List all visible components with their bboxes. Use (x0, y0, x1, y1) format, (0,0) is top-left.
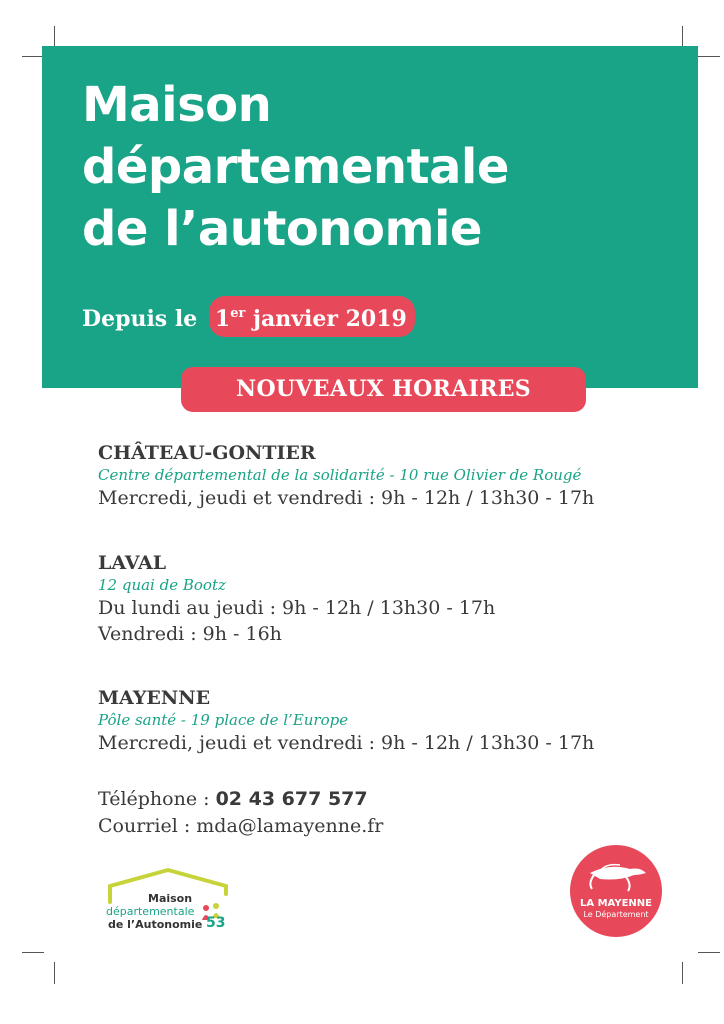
date-rest: janvier 2019 (245, 306, 407, 332)
mda-logo-line: départementale (106, 905, 195, 918)
title-line: de l’autonomie (82, 201, 482, 257)
title-line: Maison (82, 77, 272, 133)
crop-mark (682, 26, 683, 46)
la-mayenne-title: LA MAYENNE (580, 898, 652, 909)
email-line (98, 813, 383, 840)
phone-line (98, 786, 383, 813)
site-name: CHÂTEAU-GONTIER (98, 442, 316, 464)
site-name: LAVAL (98, 552, 167, 574)
crop-mark (22, 952, 44, 953)
site-chateau-gontier (98, 441, 594, 511)
mda-logo-line: Maison (148, 892, 193, 905)
crop-mark (698, 952, 720, 953)
date-highlight (209, 296, 415, 337)
since-prefix: Depuis le (82, 306, 198, 332)
site-mayenne (98, 686, 594, 756)
mda-logo-line: de l’Autonomie (108, 918, 203, 931)
crop-mark (54, 962, 55, 984)
date-suffix: er (230, 306, 246, 321)
phone-number[interactable]: 02 43 677 577 (215, 788, 368, 810)
site-address: 12 quai de Bootz (98, 576, 226, 594)
site-hours: Mercredi, jeudi et vendredi : 9h - 12h / 13h30 - 17h (98, 732, 595, 754)
title-line: départementale (82, 139, 509, 195)
phone-label: Téléphone : (98, 788, 216, 810)
horse-icon (570, 845, 662, 895)
email-label: Courriel : (98, 815, 197, 837)
contact-block (98, 786, 383, 840)
crop-mark (22, 56, 44, 57)
la-mayenne-logo (570, 845, 662, 937)
email-address[interactable]: mda@lamayenne.fr (196, 815, 384, 837)
mda-logo-number: 53 (206, 915, 226, 931)
mda-logo (108, 868, 238, 938)
site-hours: Du lundi au jeudi : 9h - 12h / 13h30 - 17h (98, 597, 496, 619)
site-name: MAYENNE (98, 687, 211, 709)
site-hours: Vendredi : 9h - 16h (98, 623, 282, 645)
since-date (82, 296, 415, 332)
site-hours: Mercredi, jeudi et vendredi : 9h - 12h / 13h30 - 17h (98, 487, 595, 509)
crop-mark (682, 962, 683, 984)
site-laval (98, 551, 495, 647)
date-day: 1 (214, 306, 231, 332)
page-title (82, 74, 682, 260)
site-address: Pôle santé - 19 place de l’Europe (98, 711, 349, 729)
la-mayenne-subtitle: Le Département (583, 910, 649, 919)
new-hours-badge: NOUVEAUX HORAIRES (181, 367, 586, 412)
site-address: Centre départemental de la solidarité - 10 rue Olivier de Rougé (98, 466, 582, 484)
crop-mark (698, 56, 720, 57)
crop-mark (54, 26, 55, 46)
